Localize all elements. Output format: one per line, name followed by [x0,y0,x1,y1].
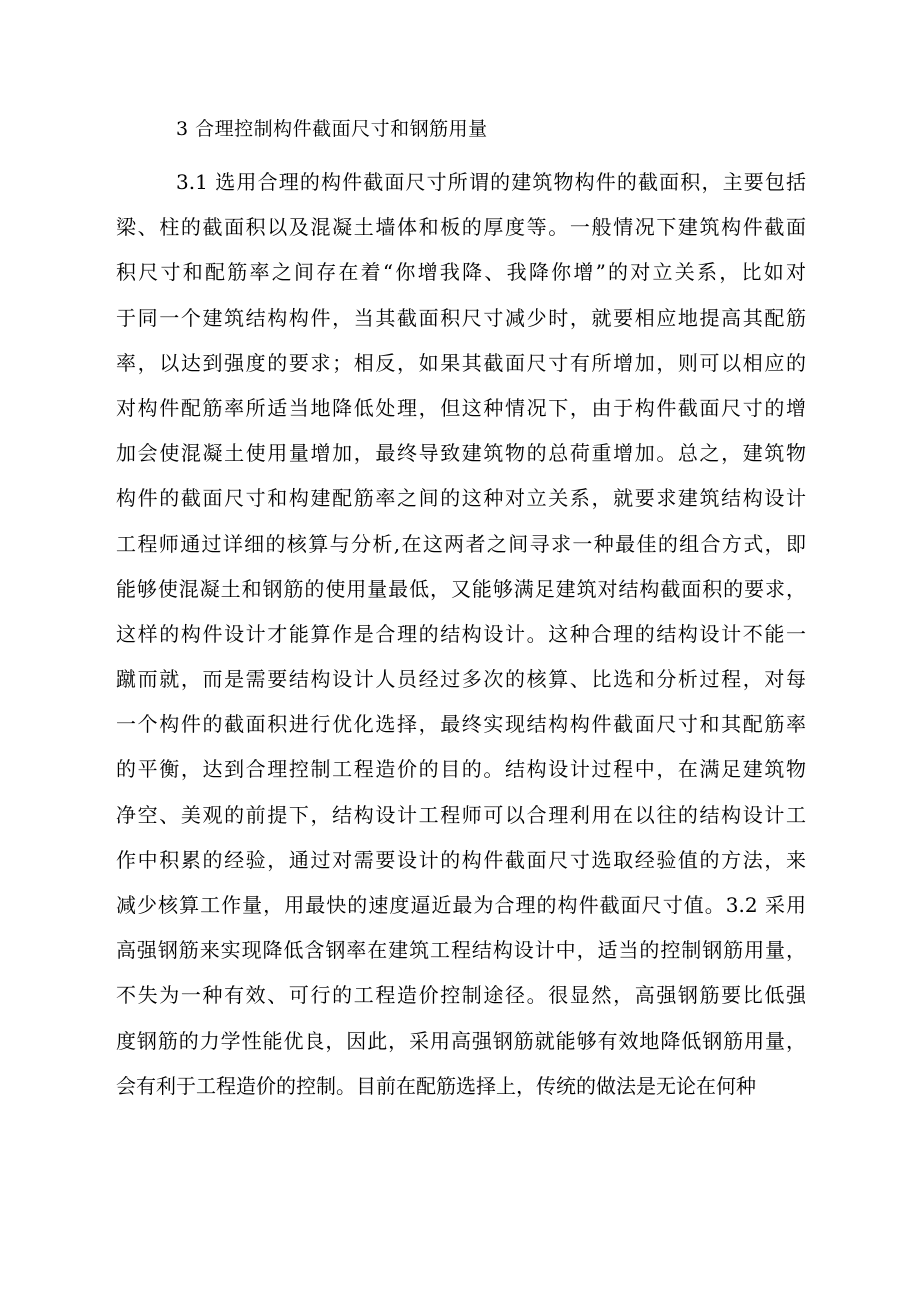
text-line: 减少核算工作量，用最快的速度逼近最为合理的构件截面尺寸值。3.2 采用 [116,893,806,917]
text-line: 能够使混凝土和钢筋的使用量最低，又能够满足建筑对结构截面积的要求， [116,576,806,601]
text-line: 度钢筋的力学性能优良，因此，采用高强钢筋就能够有效地降低钢筋用量， [116,1028,806,1053]
text-line: 蹴而就，而是需要结构设计人员经过多次的核算、比选和分析过程，对每 [116,667,806,692]
text-line: 工程师通过详细的核算与分析,在这两者之间寻求一种最佳的组合方式，即 [116,531,806,556]
text-line: 高强钢筋来实现降低含钢率在建筑工程结构设计中，适当的控制钢筋用量， [116,938,806,963]
text-line: 一个构件的截面积进行优化选择，最终实现结构构件截面尺寸和其配筋率 [116,712,806,737]
text-line: 加会使混凝土使用量增加，最终导致建筑物的总荷重增加。总之，建筑物 [116,441,806,466]
text-line: 的平衡，达到合理控制工程造价的目的。结构设计过程中，在满足建筑物 [116,757,806,782]
text-line: 会有利于工程造价的控制。目前在配筋选择上，传统的做法是无论在何种 [116,1073,756,1098]
text-line: 构件的截面尺寸和构建配筋率之间的这种对立关系，就要求建筑结构设计 [116,486,806,511]
text-line: 3.1 选用合理的构件截面尺寸所谓的建筑物构件的截面积，主要包括 [176,170,806,194]
body-paragraph [116,160,806,1109]
text-line: 净空、美观的前提下，结构设计工程师可以合理利用在以往的结构设计工 [116,802,806,827]
text-line: 作中积累的经验，通过对需要设计的构件截面尺寸选取经验值的方法，来 [116,847,806,872]
text-line: 积尺寸和配筋率之间存在着“你增我降、我降你增”的对立关系，比如对 [116,260,806,285]
text-line: 对构件配筋率所适当地降低处理，但这种情况下，由于构件截面尺寸的增 [116,395,806,420]
text-line: 梁、柱的截面积以及混凝土墙体和板的厚度等。一般情况下建筑构件截面 [116,215,806,240]
text-line: 不失为一种有效、可行的工程造价控制途径。很显然，高强钢筋要比低强 [116,983,806,1008]
text-line: 这样的构件设计才能算作是合理的结构设计。这种合理的结构设计不能一 [116,621,806,646]
text-line: 率，以达到强度的要求；相反，如果其截面尺寸有所增加，则可以相应的 [116,350,806,375]
section-heading: 3 合理控制构件截面尺寸和钢筋用量 [176,118,488,140]
text-line: 于同一个建筑结构构件，当其截面积尺寸减少时，就要相应地提高其配筋 [116,305,806,330]
